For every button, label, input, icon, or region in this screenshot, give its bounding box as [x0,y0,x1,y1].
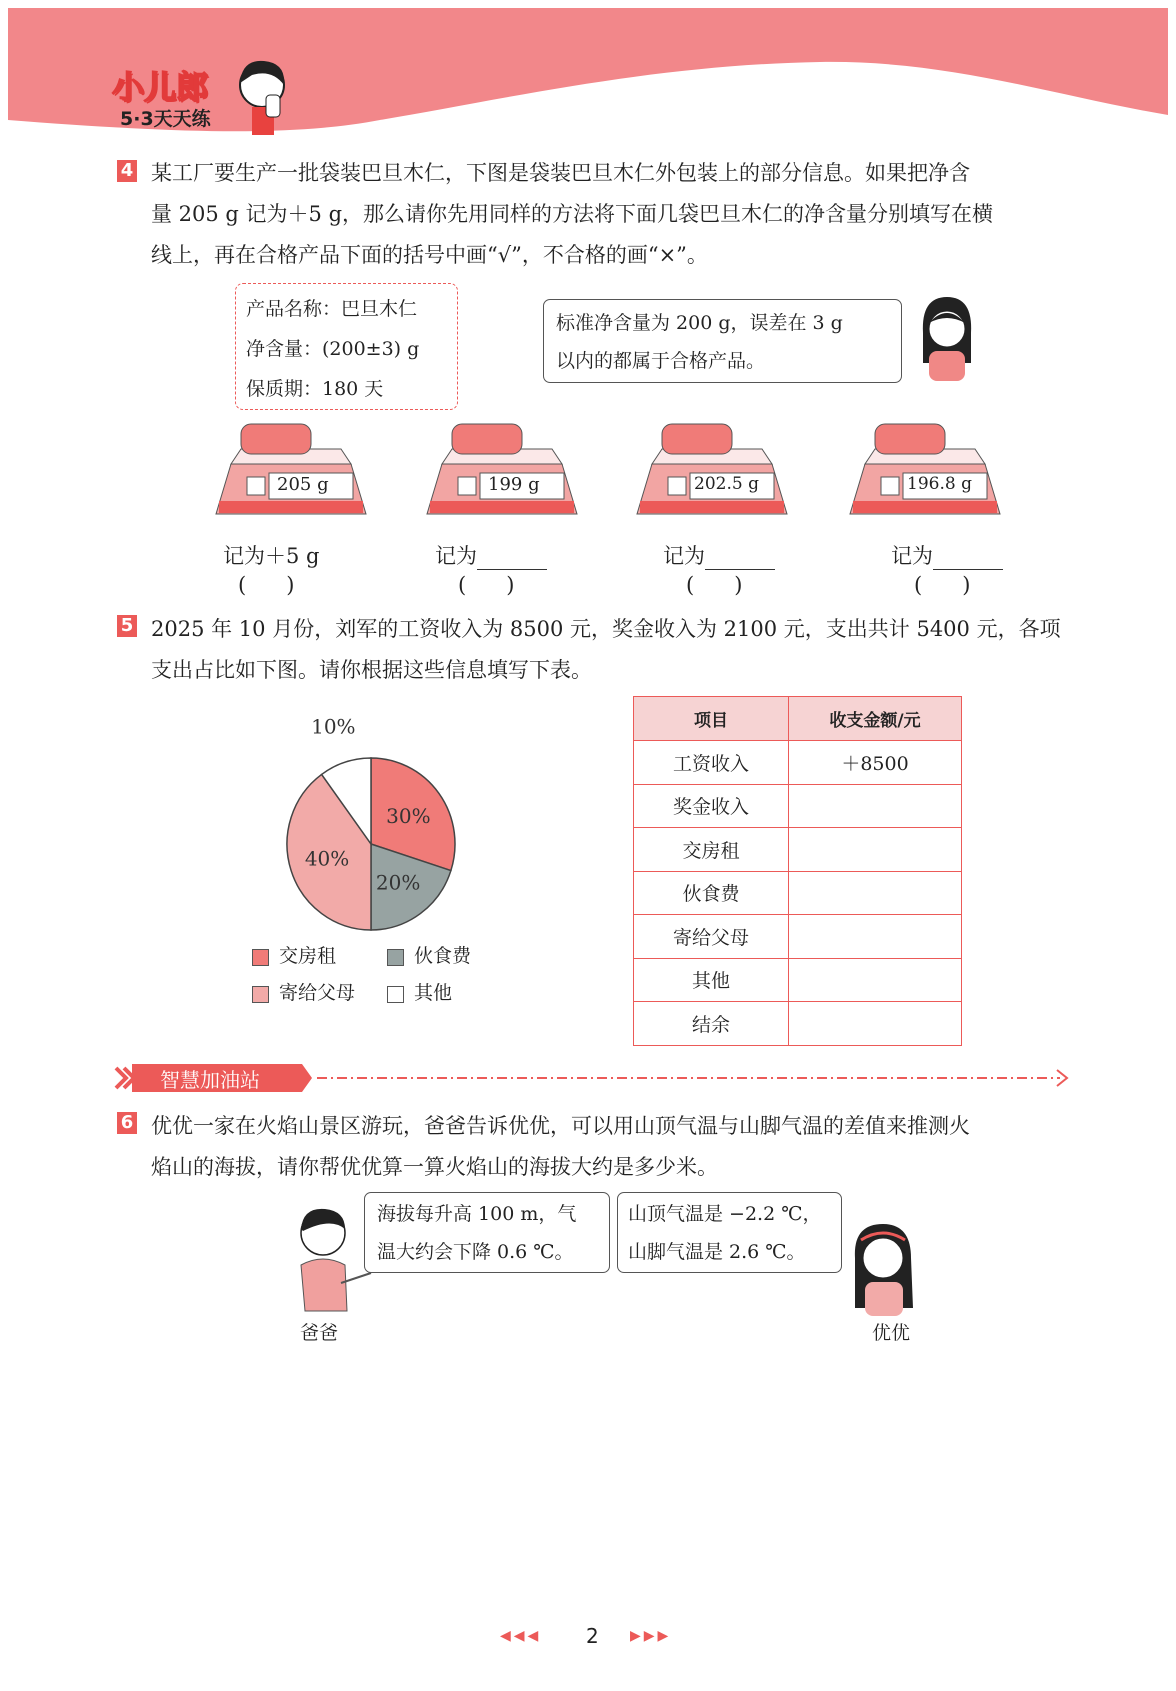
answer-parentheses[interactable]: ( ) [914,573,971,597]
scale-reading: 205 g [277,474,329,495]
question-text: 2025 年 10 月份，刘军的工资收入为 8500 元，奖金收入为 2100 元，支出共计 5400 元，各项 [151,617,1061,641]
table-row [634,1002,962,1046]
next-arrows-icon: ▶▶▶ [630,1628,672,1644]
table-row [634,915,962,959]
speech-bubble-standard [543,299,902,383]
table-row [634,958,962,1002]
record-label [435,540,547,570]
dad-character-icon [291,1203,381,1315]
item-cell: 其他 [634,958,789,1002]
table-header: 收支金额/元 [789,697,962,741]
legend-label: 交房租 [279,945,337,967]
item-cell: 工资收入 [634,741,789,785]
record-label: 记为＋5 g [223,544,320,568]
net-content: 净含量：(200±3) g [246,338,420,360]
table-row [634,741,962,785]
table-row [634,784,962,828]
section-title: 智慧加油站 [160,1068,260,1092]
record-label [891,540,1003,570]
item-cell: 伙食费 [634,871,789,915]
answer-blank[interactable] [705,550,775,570]
bubble-line: 山顶气温是 −2.2 ℃， [628,1203,822,1225]
expense-pie-chart [270,714,470,940]
scale-reading: 196.8 g [907,474,972,494]
scale-reading: 199 g [488,474,540,495]
legend-swatch [252,949,269,966]
amount-cell[interactable] [789,958,962,1002]
brand-logo: 小儿郎 [112,68,209,106]
pie-label: 40% [304,846,350,871]
legend-label: 伙食费 [414,945,472,967]
scale-icon [632,419,792,529]
bubble-line: 山脚气温是 2.6 ℃。 [628,1241,806,1263]
legend-label: 寄给父母 [279,982,356,1004]
legend-item [387,945,471,967]
question-text: 某工厂要生产一批袋装巴旦木仁，下图是袋装巴旦木仁外包装上的部分信息。如果把净含 [151,161,970,185]
girl-character-icon [915,293,979,383]
record-label-text: 记为 [435,544,477,568]
question-text: 量 205 g 记为＋5 g，那么请你先用同样的方法将下面几袋巴旦木仁的净含量分别填写在横 [151,202,994,226]
product-name: 产品名称：巴旦木仁 [246,298,418,320]
dad-speech-bubble [364,1192,610,1273]
question-text: 支出占比如下图。请你根据这些信息填写下表。 [151,658,592,682]
record-label [663,540,775,570]
bubble-line: 温大约会下降 0.6 ℃。 [377,1241,574,1263]
answer-blank[interactable] [933,550,1003,570]
amount-cell: ＋8500 [789,741,962,785]
legend-swatch [387,986,404,1003]
table-row [634,828,962,872]
amount-cell[interactable] [789,784,962,828]
legend-item [252,938,387,975]
question-number-badge: 5 [117,615,137,637]
product-info-box [235,283,458,410]
legend-item [387,982,452,1004]
item-cell: 奖金收入 [634,784,789,828]
bubble-line: 海拔每升高 100 m，气 [377,1203,577,1225]
girl-label: 优优 [872,1322,911,1344]
answer-parentheses[interactable]: ( ) [238,573,295,597]
girl-character-icon [845,1218,925,1318]
scale-icon [211,419,371,529]
amount-cell[interactable] [789,1002,962,1046]
scale-icon [422,419,582,529]
pie-label: 20% [375,870,421,895]
bubble-line: 标准净含量为 200 g，误差在 3 g [556,312,843,334]
prev-arrows-icon: ◀◀◀ [500,1628,542,1644]
answer-parentheses[interactable]: ( ) [686,573,743,597]
amount-cell[interactable] [789,828,962,872]
page-number: 2 [586,1624,599,1648]
income-expense-table [633,696,962,1046]
shelf-life: 保质期：180 天 [246,378,384,400]
legend-swatch [387,949,404,966]
table-header: 项目 [634,697,789,741]
question-text: 优优一家在火焰山景区游玩，爸爸告诉优优，可以用山顶气温与山脚气温的差值来推测火 [151,1114,970,1138]
legend-item [252,975,387,1012]
legend-swatch [252,986,269,1003]
item-cell: 结余 [634,1002,789,1046]
record-label-text: 记为 [663,544,705,568]
scale-reading: 202.5 g [694,474,759,494]
dad-label: 爸爸 [300,1322,339,1344]
amount-cell[interactable] [789,871,962,915]
pie-label: 10% [311,714,356,739]
legend-label: 其他 [414,982,453,1004]
brand-series: 5·3天天练 [120,108,211,130]
scale-icon [845,419,1005,529]
question-text: 线上，再在合格产品下面的括号中画“√”，不合格的画“×”。 [151,243,708,267]
answer-blank[interactable] [477,550,547,570]
bubble-line: 以内的都属于合格产品。 [556,350,766,372]
question-text: 焰山的海拔，请你帮优优算一算火焰山的海拔大约是多少米。 [151,1155,718,1179]
amount-cell[interactable] [789,915,962,959]
pie-legend [252,938,471,1012]
pie-label: 30% [386,804,431,829]
record-label-text: 记为 [891,544,933,568]
answer-parentheses[interactable]: ( ) [458,573,515,597]
item-cell: 交房租 [634,828,789,872]
boy-mascot-icon [232,55,292,135]
table-row [634,871,962,915]
question-number-badge: 6 [117,1112,137,1134]
item-cell: 寄给父母 [634,915,789,959]
question-number-badge: 4 [117,160,137,182]
girl-speech-bubble [617,1192,842,1273]
